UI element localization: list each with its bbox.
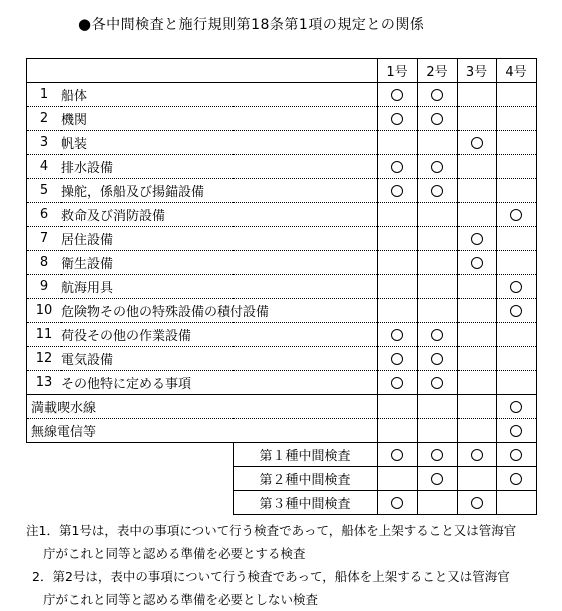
item-name: 操舵，係船及び揚錨設備 xyxy=(61,179,377,203)
circle-mark-icon xyxy=(391,89,403,101)
item-number: 2 xyxy=(27,107,62,131)
mark-cell-col-1 xyxy=(377,251,417,275)
table-row xyxy=(27,227,537,251)
mark-cell-col-2 xyxy=(417,251,457,275)
table-row xyxy=(27,395,537,419)
item-name: 機関 xyxy=(61,107,377,131)
circle-mark-icon xyxy=(431,473,443,485)
item-number: 11 xyxy=(27,323,62,347)
mark-cell-col-1 xyxy=(377,131,417,155)
mark-cell-col-3 xyxy=(457,131,496,155)
blank-cell xyxy=(27,443,234,467)
circle-mark-icon xyxy=(431,161,443,173)
inspection-row xyxy=(27,443,537,467)
mark-cell-col-4 xyxy=(496,227,536,251)
item-number: 4 xyxy=(27,155,62,179)
mark-cell-col-1 xyxy=(377,491,417,515)
circle-mark-icon xyxy=(471,497,483,509)
notes xyxy=(26,519,556,611)
mark-cell-col-4 xyxy=(496,395,536,419)
mark-cell-col-3 xyxy=(457,83,496,107)
table-row xyxy=(27,299,537,323)
circle-mark-icon xyxy=(431,89,443,101)
item-number: 1 xyxy=(27,83,62,107)
item-name: 航海用具 xyxy=(61,275,377,299)
note-line-2: 庁がこれと同等と認める準備を必要とする検査 xyxy=(43,546,306,561)
table-row xyxy=(27,203,537,227)
item-name: 救命及び消防設備 xyxy=(61,203,377,227)
mark-cell-col-2 xyxy=(417,299,457,323)
inspection-row xyxy=(27,467,537,491)
mark-cell-col-2 xyxy=(417,179,457,203)
header-col-3: 3号 xyxy=(457,59,496,83)
mark-cell-col-4 xyxy=(496,155,536,179)
mark-cell-col-1 xyxy=(377,227,417,251)
mark-cell-col-3 xyxy=(457,179,496,203)
mark-cell-col-4 xyxy=(496,131,536,155)
mark-cell-col-1 xyxy=(377,275,417,299)
blank-cell xyxy=(27,467,234,491)
mark-cell-col-2 xyxy=(417,155,457,179)
item-name: その他特に定める事項 xyxy=(61,371,377,395)
table-row xyxy=(27,107,537,131)
mark-cell-col-2 xyxy=(417,83,457,107)
inspection-table xyxy=(26,58,537,515)
circle-mark-icon xyxy=(391,113,403,125)
circle-mark-icon xyxy=(510,473,522,485)
item-number: 6 xyxy=(27,203,62,227)
mark-cell-col-2 xyxy=(417,227,457,251)
item-number: 3 xyxy=(27,131,62,155)
mark-cell-col-3 xyxy=(457,251,496,275)
mark-cell-col-1 xyxy=(377,203,417,227)
item-number: 5 xyxy=(27,179,62,203)
circle-mark-icon xyxy=(471,449,483,461)
item-number: 12 xyxy=(27,347,62,371)
mark-cell-col-4 xyxy=(496,203,536,227)
mark-cell-col-4 xyxy=(496,347,536,371)
mark-cell-col-3 xyxy=(457,443,496,467)
item-number: 10 xyxy=(27,299,62,323)
mark-cell-col-2 xyxy=(417,275,457,299)
circle-mark-icon xyxy=(391,329,403,341)
header-col-2: 2号 xyxy=(417,59,457,83)
circle-mark-icon xyxy=(431,377,443,389)
table-row xyxy=(27,371,537,395)
mark-cell-col-1 xyxy=(377,299,417,323)
circle-mark-icon xyxy=(510,425,522,437)
mark-cell-col-2 xyxy=(417,467,457,491)
mark-cell-col-4 xyxy=(496,419,536,443)
item-name: 排水設備 xyxy=(61,155,377,179)
mark-cell-col-1 xyxy=(377,347,417,371)
mark-cell-col-3 xyxy=(457,275,496,299)
mark-cell-col-1 xyxy=(377,395,417,419)
mark-cell-col-3 xyxy=(457,371,496,395)
table-row xyxy=(27,179,537,203)
note-line-4: 庁がこれと同等と認める準備を必要としない検査 xyxy=(43,592,319,607)
header-col-4: 4号 xyxy=(496,59,536,83)
mark-cell-col-1 xyxy=(377,83,417,107)
mark-cell-col-3 xyxy=(457,395,496,419)
circle-mark-icon xyxy=(391,161,403,173)
circle-mark-icon xyxy=(471,233,483,245)
circle-mark-icon xyxy=(471,137,483,149)
mark-cell-col-3 xyxy=(457,299,496,323)
item-name: 衛生設備 xyxy=(61,251,377,275)
bullet-icon: ● xyxy=(78,15,92,33)
mark-cell-col-1 xyxy=(377,107,417,131)
circle-mark-icon xyxy=(391,497,403,509)
table-row xyxy=(27,155,537,179)
mark-cell-col-4 xyxy=(496,275,536,299)
circle-mark-icon xyxy=(391,449,403,461)
circle-mark-icon xyxy=(510,281,522,293)
item-name: 荷役その他の作業設備 xyxy=(61,323,377,347)
mark-cell-col-2 xyxy=(417,371,457,395)
mark-cell-col-4 xyxy=(496,299,536,323)
mark-cell-col-3 xyxy=(457,323,496,347)
mark-cell-col-3 xyxy=(457,107,496,131)
document-title xyxy=(78,14,424,34)
blank-cell xyxy=(27,491,234,515)
circle-mark-icon xyxy=(391,377,403,389)
inspection-name: 第３種中間検査 xyxy=(233,491,377,515)
table-row xyxy=(27,83,537,107)
mark-cell-col-3 xyxy=(457,467,496,491)
item-name: 船体 xyxy=(61,83,377,107)
mark-cell-col-2 xyxy=(417,491,457,515)
item-name: 電気設備 xyxy=(61,347,377,371)
note-line-3: 2．第2号は，表中の事項について行う検査であって，船体を上架すること又は管海官 xyxy=(32,569,510,584)
item-number: 9 xyxy=(27,275,62,299)
item-name: 帆装 xyxy=(61,131,377,155)
circle-mark-icon xyxy=(431,329,443,341)
mark-cell-col-1 xyxy=(377,371,417,395)
item-number: 7 xyxy=(27,227,62,251)
title-text: 各中間検査と施行規則第18条第1項の規定との関係 xyxy=(91,17,425,33)
mark-cell-col-4 xyxy=(496,323,536,347)
mark-cell-col-2 xyxy=(417,419,457,443)
mark-cell-col-3 xyxy=(457,491,496,515)
circle-mark-icon xyxy=(510,401,522,413)
mark-cell-col-3 xyxy=(457,155,496,179)
header-col-1: 1号 xyxy=(377,59,417,83)
item-number: 13 xyxy=(27,371,62,395)
circle-mark-icon xyxy=(471,257,483,269)
inspection-name: 第１種中間検査 xyxy=(233,443,377,467)
circle-mark-icon xyxy=(510,209,522,221)
mark-cell-col-2 xyxy=(417,131,457,155)
item-name: 居住設備 xyxy=(61,227,377,251)
mark-cell-col-2 xyxy=(417,203,457,227)
mark-cell-col-3 xyxy=(457,203,496,227)
table-row xyxy=(27,323,537,347)
mark-cell-col-3 xyxy=(457,419,496,443)
circle-mark-icon xyxy=(391,353,403,365)
mark-cell-col-1 xyxy=(377,155,417,179)
circle-mark-icon xyxy=(391,185,403,197)
table-row xyxy=(27,275,537,299)
table-row xyxy=(27,131,537,155)
mark-cell-col-4 xyxy=(496,491,536,515)
extra-item-name: 満載喫水線 xyxy=(27,395,378,419)
mark-cell-col-1 xyxy=(377,443,417,467)
mark-cell-col-1 xyxy=(377,419,417,443)
mark-cell-col-4 xyxy=(496,443,536,467)
mark-cell-col-4 xyxy=(496,83,536,107)
mark-cell-col-2 xyxy=(417,107,457,131)
mark-cell-col-3 xyxy=(457,227,496,251)
inspection-name: 第２種中間検査 xyxy=(233,467,377,491)
mark-cell-col-1 xyxy=(377,179,417,203)
header-row xyxy=(27,59,537,83)
extra-item-name: 無線電信等 xyxy=(27,419,378,443)
mark-cell-col-3 xyxy=(457,347,496,371)
table-row xyxy=(27,251,537,275)
table-row xyxy=(27,419,537,443)
note-line-1: 注1．第1号は，表中の事項について行う検査であって，船体を上架すること又は管海官 xyxy=(26,523,517,538)
circle-mark-icon xyxy=(431,449,443,461)
circle-mark-icon xyxy=(431,113,443,125)
mark-cell-col-4 xyxy=(496,467,536,491)
circle-mark-icon xyxy=(510,449,522,461)
table-row xyxy=(27,347,537,371)
header-blank xyxy=(27,59,378,83)
mark-cell-col-4 xyxy=(496,371,536,395)
mark-cell-col-2 xyxy=(417,443,457,467)
item-number: 8 xyxy=(27,251,62,275)
mark-cell-col-4 xyxy=(496,179,536,203)
circle-mark-icon xyxy=(431,185,443,197)
mark-cell-col-1 xyxy=(377,467,417,491)
mark-cell-col-4 xyxy=(496,107,536,131)
circle-mark-icon xyxy=(510,305,522,317)
inspection-row xyxy=(27,491,537,515)
mark-cell-col-2 xyxy=(417,323,457,347)
mark-cell-col-4 xyxy=(496,251,536,275)
mark-cell-col-1 xyxy=(377,323,417,347)
mark-cell-col-2 xyxy=(417,395,457,419)
circle-mark-icon xyxy=(431,353,443,365)
item-name: 危険物その他の特殊設備の積付設備 xyxy=(61,299,377,323)
mark-cell-col-2 xyxy=(417,347,457,371)
